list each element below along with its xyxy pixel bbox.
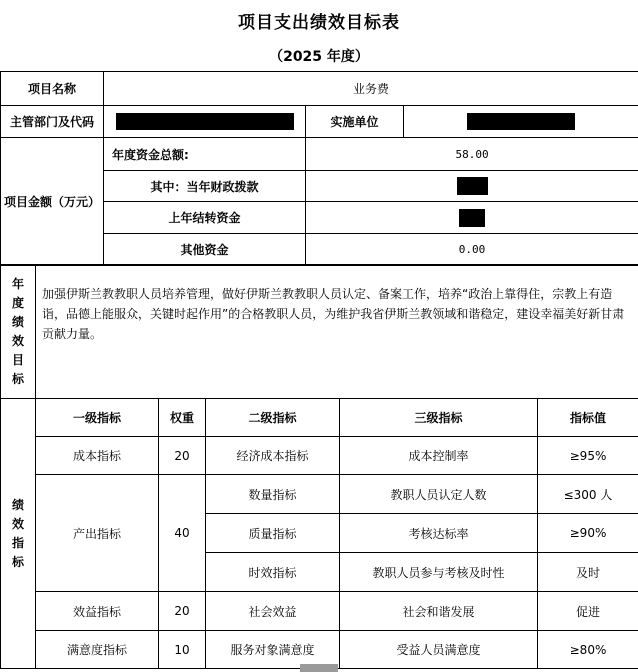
- level2-cell: 服务对象满意度: [206, 631, 340, 669]
- value-cell: ≥80%: [538, 631, 638, 669]
- redaction-block: [116, 113, 294, 130]
- level1-cell: 成本指标: [36, 437, 159, 475]
- funding-label: 项目金额（万元）: [1, 138, 104, 265]
- implementing-unit-label: 实施单位: [306, 106, 404, 138]
- redaction-block: [457, 177, 488, 195]
- table-row: [1, 631, 638, 669]
- carryover-label: 上年结转资金: [104, 202, 306, 234]
- level1-cell: 产出指标: [36, 475, 159, 592]
- level2-cell: 社会效益: [206, 592, 340, 631]
- label-char: 目: [11, 353, 24, 367]
- table-row: [1, 592, 638, 631]
- level2-cell: 质量指标: [206, 514, 340, 553]
- value-cell: ≤300 人: [538, 475, 638, 514]
- level1-cell: 效益指标: [36, 592, 159, 631]
- other-funds-label: 其他资金: [104, 234, 306, 265]
- table-row: [1, 475, 638, 514]
- department-value: [104, 106, 306, 138]
- scrollbar-thumb[interactable]: [300, 664, 338, 672]
- project-name-value: 业务费: [104, 72, 638, 106]
- level3-cell: 成本控制率: [340, 437, 538, 475]
- label-char: 年: [11, 277, 24, 291]
- weight-cell: 10: [159, 631, 206, 669]
- page-title: 项目支出绩效目标表: [238, 13, 400, 33]
- label-char: 标: [11, 554, 24, 569]
- level2-cell: 经济成本指标: [206, 437, 340, 475]
- value-cell: 促进: [538, 592, 638, 631]
- label-char: 效: [11, 516, 24, 531]
- table-row: [1, 437, 638, 475]
- value-cell: ≥90%: [538, 514, 638, 553]
- label-char: 指: [11, 535, 24, 550]
- label-char: 绩: [11, 497, 24, 512]
- department-label: 主管部门及代码: [1, 106, 104, 138]
- level2-cell: 时效指标: [206, 553, 340, 592]
- annual-total-value: 58.00: [306, 138, 638, 171]
- annual-total-label: 年度资金总额:: [104, 138, 306, 171]
- fiscal-allocation-value: [306, 171, 638, 202]
- annual-goal-table: [0, 265, 638, 399]
- carryover-value: [306, 202, 638, 234]
- fiscal-allocation-label: 其中：当年财政拨款: [104, 171, 306, 202]
- header-weight: 权重: [159, 399, 206, 437]
- redaction-block: [467, 113, 575, 130]
- indicator-table: [0, 398, 638, 669]
- label-char: 度: [11, 296, 24, 310]
- value-cell: 及时: [538, 553, 638, 592]
- label-char: 标: [11, 372, 24, 386]
- level3-cell: 受益人员满意度: [340, 631, 538, 669]
- fiscal-year: （2025 年度）: [269, 49, 369, 65]
- level3-cell: 教职人员参与考核及时性: [340, 553, 538, 592]
- value-cell: ≥95%: [538, 437, 638, 475]
- implementing-unit-value: [404, 106, 638, 138]
- level3-cell: 考核达标率: [340, 514, 538, 553]
- project-name-label: 项目名称: [1, 72, 104, 106]
- level3-cell: 社会和谐发展: [340, 592, 538, 631]
- annual-goal-text: 加强伊斯兰教教职人员培养管理，做好伊斯兰教教职人员认定、备案工作，培养“政治上靠得住，宗教上有造诣，品德上能服众，关键时起作用”的合格教职人员，为维护我省伊斯兰教领域和谐稳定，建设幸福美好新甘肃贡献力量。: [36, 266, 638, 399]
- weight-cell: 20: [159, 437, 206, 475]
- header-level3: 三级指标: [340, 399, 538, 437]
- project-info-table: [0, 71, 638, 265]
- label-char: 效: [11, 334, 24, 348]
- weight-cell: 40: [159, 475, 206, 592]
- other-funds-value: 0.00: [306, 234, 638, 265]
- header-level2: 二级指标: [206, 399, 340, 437]
- level1-cell: 满意度指标: [36, 631, 159, 669]
- annual-goal-label: [1, 266, 36, 399]
- indicator-section-label: [1, 399, 36, 669]
- header-value: 指标值: [538, 399, 638, 437]
- label-char: 绩: [11, 315, 24, 329]
- redaction-block: [459, 209, 485, 227]
- header-level1: 一级指标: [36, 399, 159, 437]
- level3-cell: 教职人员认定人数: [340, 475, 538, 514]
- weight-cell: 20: [159, 592, 206, 631]
- level2-cell: 数量指标: [206, 475, 340, 514]
